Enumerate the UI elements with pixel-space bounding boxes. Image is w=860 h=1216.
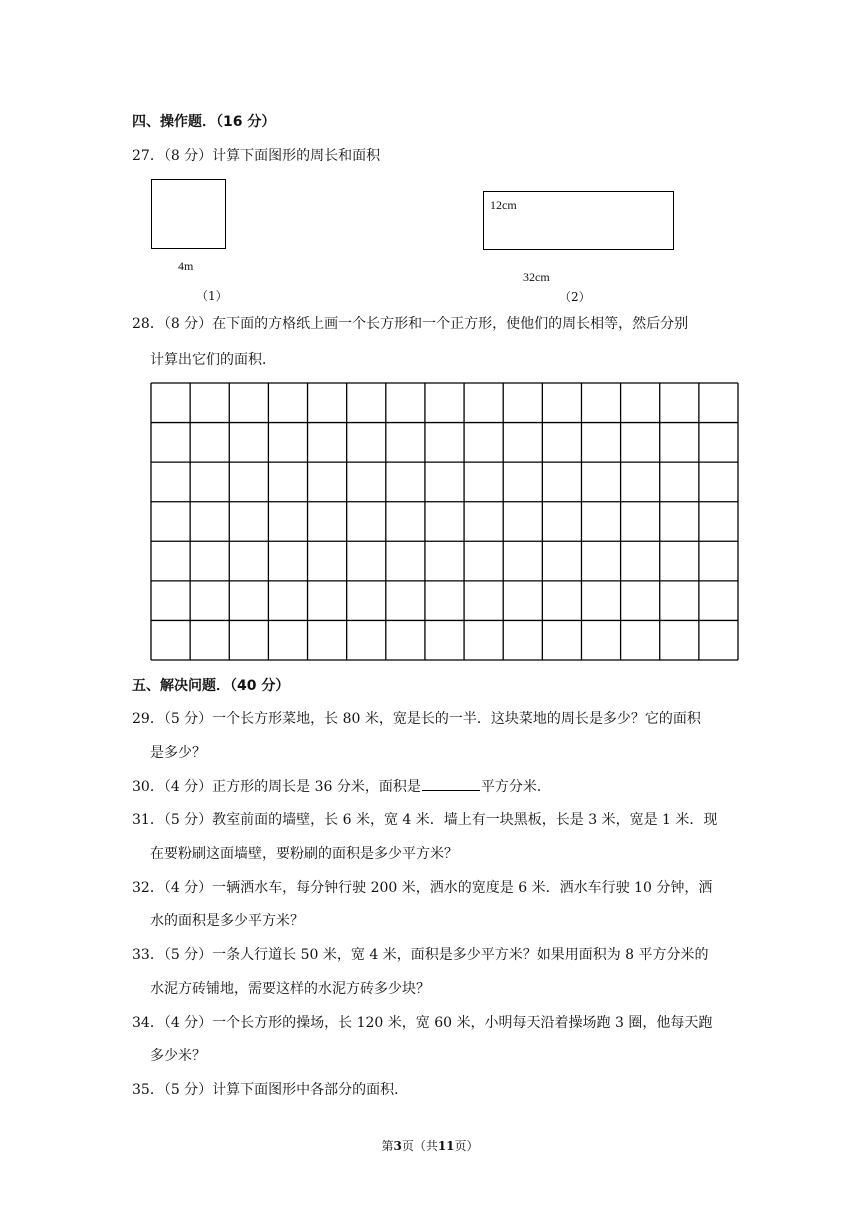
footer-middle: 页（共 [401, 1139, 438, 1153]
question-28-line-1: 28．（8 分）在下面的方格纸上画一个长方形和一个正方形，使他们的周长相等，然后分别 [132, 316, 689, 332]
answer-blank[interactable] [422, 776, 480, 791]
question-29-line-1: 29．（5 分）一个长方形菜地，长 80 米，宽是长的一半．这块菜地的周长是多少？它的面积 [132, 711, 701, 727]
question-31-line-2: 在要粉刷这面墙壁，要粉刷的面积是多少平方米？ [150, 846, 458, 862]
rectangle-length-label: 32cm [523, 270, 550, 284]
square-side-label: 4m [178, 259, 194, 273]
grid-paper [150, 382, 742, 662]
footer-total-pages: 11 [437, 1139, 455, 1153]
section-heading-operations: 四、操作题．（16 分） [132, 114, 276, 130]
question-33-line-2: 水泥方砖铺地，需要这样的水泥方砖多少块？ [150, 981, 430, 997]
section-heading-problems: 五、解决问题．（40 分） [132, 678, 290, 694]
figure-2-caption: （2） [559, 290, 591, 304]
question-34-line-1: 34．（4 分）一个长方形的操场，长 120 米，宽 60 米，小明每天沿着操场跑 3 圈，他每天跑 [132, 1015, 713, 1031]
question-35-text: 35．（5 分）计算下面图形中各部分的面积． [132, 1082, 409, 1098]
question-29-line-2: 是多少？ [150, 745, 206, 761]
footer-page-number: 3 [393, 1139, 402, 1153]
question-30-text-before: 30．（4 分）正方形的周长是 36 分米，面积是 [132, 779, 421, 795]
footer-suffix: 页） [454, 1139, 479, 1153]
question-32-line-2: 水的面积是多少平方米？ [150, 913, 304, 929]
question-33-line-1: 33．（5 分）一条人行道长 50 米，宽 4 米，面积是多少平方米？如果用面积为 8 平方分米的 [132, 947, 709, 963]
question-30-text-after: 平方分米． [480, 779, 551, 795]
question-30 [132, 776, 551, 797]
figure-1-caption: （1） [196, 289, 228, 303]
rectangle-width-label: 12cm [490, 198, 517, 212]
question-27-text: 27．（8 分）计算下面图形的周长和面积 [132, 148, 381, 164]
question-34-line-2: 多少米？ [150, 1048, 206, 1064]
square-figure [151, 179, 226, 249]
question-32-line-1: 32．（4 分）一辆洒水车，每分钟行驶 200 米，洒水的宽度是 6 米．洒水车行驶 10 分钟，洒 [132, 880, 713, 896]
question-31-line-1: 31．（5 分）教室前面的墙壁，长 6 米，宽 4 米．墙上有一块黑板，长是 3 米，宽是 1 米．现 [132, 812, 718, 828]
page-footer [0, 1138, 860, 1154]
question-28-line-2: 计算出它们的面积． [150, 352, 276, 368]
footer-prefix: 第 [381, 1139, 394, 1153]
